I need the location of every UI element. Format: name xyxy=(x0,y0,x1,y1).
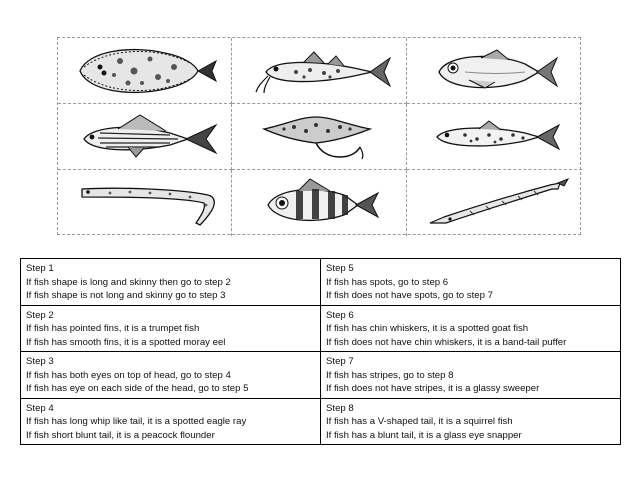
dichotomous-key-table xyxy=(20,258,621,445)
step-option: If fish has spots, go to step 6 xyxy=(326,276,449,288)
key-step-cell xyxy=(321,352,621,399)
banded-fish-icon xyxy=(254,175,384,231)
key-step-cell xyxy=(21,352,321,399)
step-option: If fish has stripes, go to step 8 xyxy=(326,369,454,381)
step-option: If fish has chin whiskers, it is a spotted goat fish xyxy=(326,323,529,334)
ray-fish-icon xyxy=(254,107,384,167)
eel-icon xyxy=(70,175,220,231)
step-option: If fish has pointed fins, it is a trumpet fish xyxy=(26,323,200,334)
puffer-fish-icon xyxy=(425,46,565,96)
key-step-cell xyxy=(321,305,621,352)
step-title: Step 1 xyxy=(26,263,54,274)
step-option: If fish short blunt tail, it is a peacock flounder xyxy=(26,429,215,441)
key-step-cell xyxy=(321,398,621,445)
key-step-cell xyxy=(21,398,321,445)
key-row xyxy=(21,259,621,306)
step-option: If fish has a V-shaped tail, it is a squirrel fish xyxy=(326,416,513,427)
key-step-cell xyxy=(21,305,321,352)
trumpet-fish-icon xyxy=(420,175,570,231)
step-title: Step 8 xyxy=(326,402,354,414)
step-title: Step 5 xyxy=(326,263,354,274)
fish-cell xyxy=(232,170,407,236)
fish-cell xyxy=(407,104,582,170)
key-step-cell xyxy=(321,259,621,306)
key-row xyxy=(21,352,621,399)
fish-image-grid xyxy=(57,37,581,235)
step-title: Step 4 xyxy=(26,402,54,414)
fish-cell xyxy=(58,104,232,170)
step-option: If fish has long whip like tail, it is a spotted eagle ray xyxy=(26,416,247,427)
key-row xyxy=(21,398,621,445)
step-option: If fish shape is not long and skinny go to step 3 xyxy=(26,290,226,301)
step-option: If fish does not have chin whiskers, it is a band-tail puffer xyxy=(326,336,567,348)
fish-cell xyxy=(407,170,582,236)
step-title: Step 6 xyxy=(326,309,354,321)
step-option: If fish has eye on each side of the head, go to step 5 xyxy=(26,383,249,394)
step-title: Step 7 xyxy=(326,356,354,367)
spotted-fish-icon xyxy=(425,115,565,159)
step-option: If fish does not have spots, go to step 7 xyxy=(326,290,493,301)
fish-cell xyxy=(232,104,407,170)
fish-cell xyxy=(407,38,582,104)
step-option: If fish shape is long and skinny then go to step 2 xyxy=(26,276,231,288)
fish-cell xyxy=(58,38,232,104)
striped-fish-icon xyxy=(70,111,220,163)
step-title: Step 3 xyxy=(26,356,54,367)
step-title: Step 2 xyxy=(26,309,54,321)
key-row xyxy=(21,305,621,352)
catfish-icon xyxy=(244,46,394,96)
fish-cell xyxy=(232,38,407,104)
step-option: If fish has a blunt tail, it is a glass eye snapper xyxy=(326,429,522,441)
key-step-cell xyxy=(21,259,321,306)
fish-cell xyxy=(58,170,232,236)
step-option: If fish has both eyes on top of head, go to step 4 xyxy=(26,369,231,381)
step-option: If fish has smooth fins, it is a spotted moray eel xyxy=(26,336,226,348)
step-option: If fish does not have stripes, it is a glassy sweeper xyxy=(326,383,540,394)
flounder-fish-icon xyxy=(70,43,220,99)
